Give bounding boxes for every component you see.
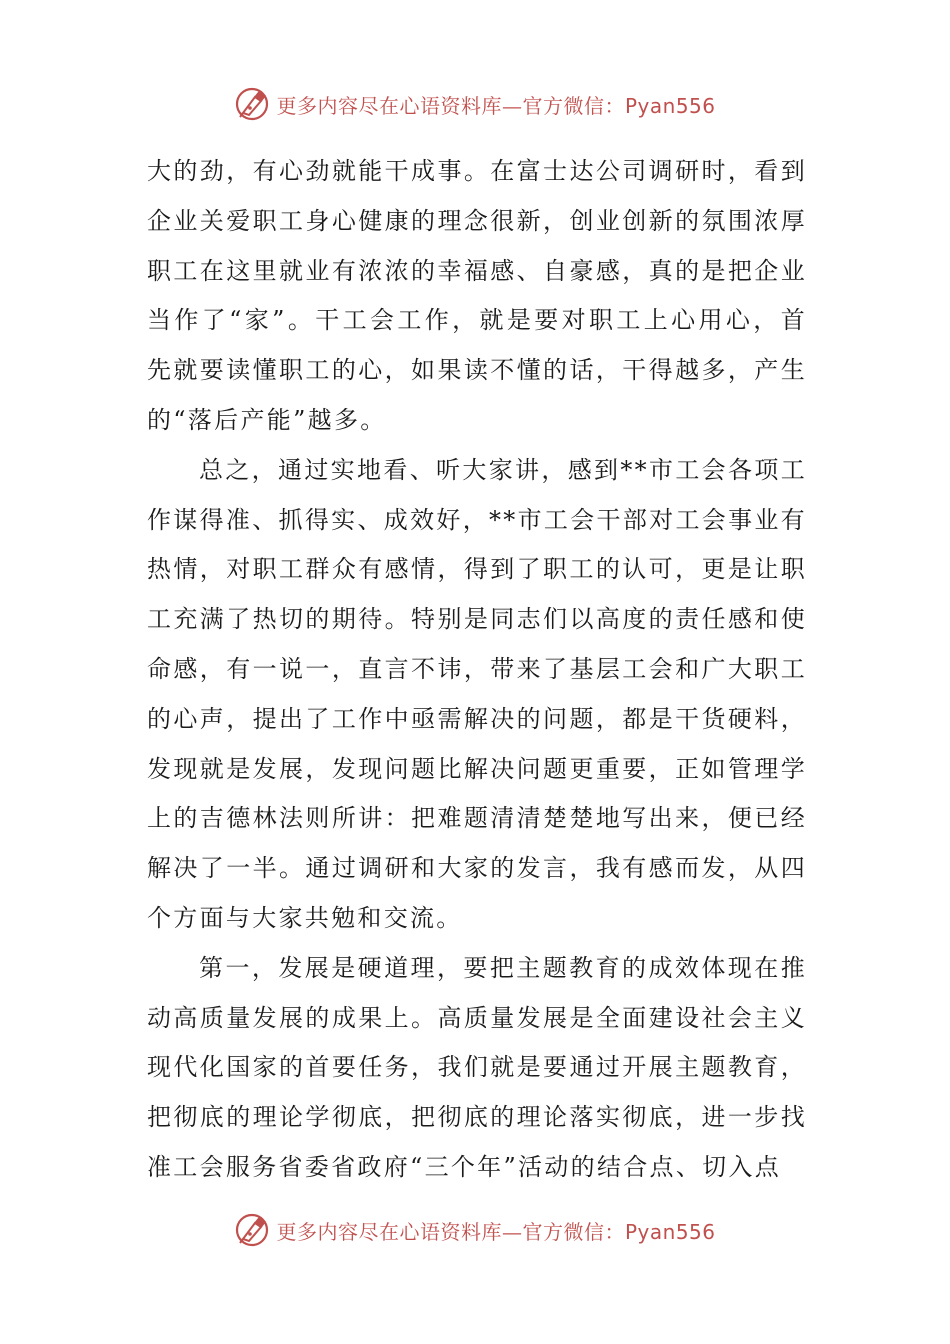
pen-nib-logo-icon [234, 1212, 270, 1248]
header-banner-label: 更多内容尽在心语资料库—官方微信： [276, 93, 625, 118]
paragraph-2: 总之，通过实地看、听大家讲，感到**市工会各项工作谋得准、抓得实、成效好，**市工会干部对工会事业有热情，对职工群众有感情，得到了职工的认可，更是让职工充满了热切的期待。特别是同志们以高度的责任感和使命感，有一说一，直言不讳，带来了基层工会和广大职工的心声，提出了工作中亟需解决的问题，都是干货硬料，发现就是发展，发现问题比解决问题更重要，正如管理学上的吉德林法则所讲：把难题清清楚楚地写出来，便已经解决了一半。通过调研和大家的发言，我有感而发，从四个方面与大家共勉和交流。 [147, 455, 807, 932]
header-wechat-id: Pyan556 [624, 93, 716, 118]
footer-banner-text [276, 1216, 715, 1245]
footer-wechat-id: Pyan556 [624, 1219, 716, 1244]
paragraph-1: 大的劲，有心劲就能干成事。在富士达公司调研时，看到企业关爱职工身心健康的理念很新，创业创新的氛围浓厚职工在这里就业有浓浓的幸福感、自豪感，真的是把企业当作了“家”。干工会工作，就是要对职工上心用心，首先就要读懂职工的心，如果读不懂的话，干得越多，产生的“落后产能”越多。 [147, 157, 807, 434]
footer-banner-label: 更多内容尽在心语资料库—官方微信： [276, 1219, 625, 1244]
pen-nib-logo-icon [234, 86, 270, 122]
paragraph-3: 第一，发展是硬道理，要把主题教育的成效体现在推动高质量发展的成果上。高质量发展是全面建设社会主义现代化国家的首要任务，我们就是要通过开展主题教育，把彻底的理论学彻底，把彻底的理论落实彻底，进一步找准工会服务省委省政府“三个年”活动的结合点、切入点 [147, 953, 807, 1181]
header-banner-text [276, 90, 715, 119]
footer-watermark-banner [0, 1208, 950, 1252]
header-watermark-banner [0, 82, 950, 126]
document-body [147, 147, 807, 1193]
